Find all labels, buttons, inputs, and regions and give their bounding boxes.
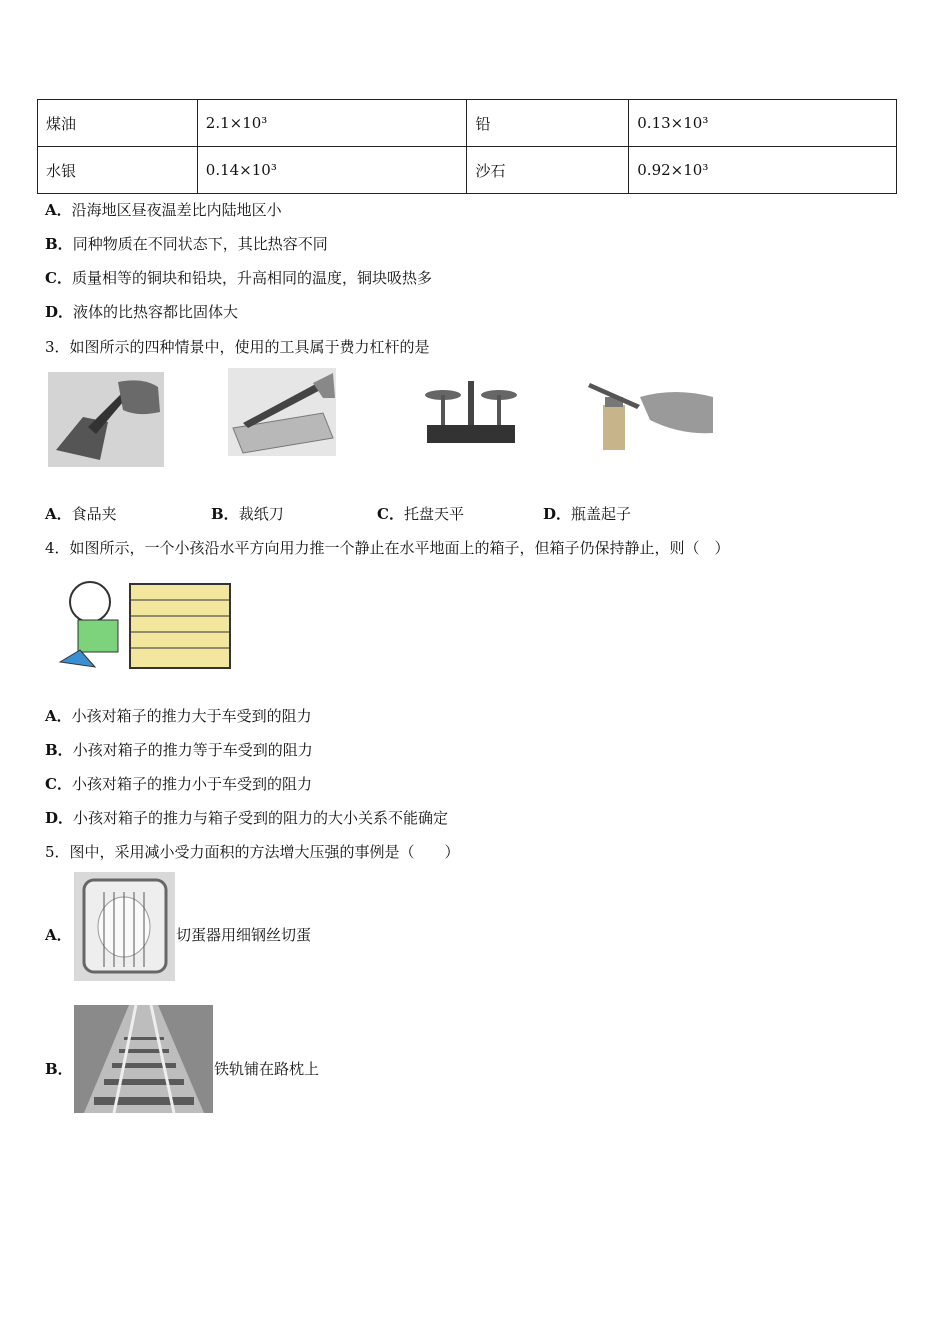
q5-stem: 5．图中，采用减小受力面积的方法增大压强的事例是（ ） — [45, 843, 460, 861]
table-row — [38, 100, 897, 147]
option-text: 小孩对箱子的推力等于车受到的阻力 — [72, 741, 313, 759]
child-pushing-box-image — [50, 572, 236, 672]
option-text: 小孩对箱子的推力大于车受到的阻力 — [71, 707, 312, 725]
table-cell: 煤油 — [38, 100, 198, 147]
q2-option-d — [45, 301, 238, 322]
option-text: 沿海地区昼夜温差比内陆地区小 — [71, 201, 282, 219]
paper-cutter-image — [228, 368, 336, 456]
option-key: B． — [45, 235, 73, 253]
option-text: 食品夹 — [71, 505, 117, 523]
q3-option-b — [211, 503, 284, 524]
q4-option-d — [45, 807, 448, 828]
q5-option-a-key — [45, 924, 72, 945]
option-text: 液体的比热容都比固体大 — [73, 303, 239, 321]
option-text: 同种物质在不同状态下，其比热容不同 — [72, 235, 328, 253]
table-cell: 2.1×10³ — [197, 100, 467, 147]
table-cell: 0.13×10³ — [629, 100, 897, 147]
option-text: 托盘天平 — [403, 505, 464, 523]
option-key: A． — [45, 707, 72, 725]
option-key: D． — [45, 303, 74, 321]
q5-option-a-text: 切蛋器用细钢丝切蛋 — [176, 926, 312, 944]
q4-stem: 4．如图所示，一个小孩沿水平方向用力推一个静止在水平地面上的箱子，但箱子仍保持静止，则（ ） — [45, 539, 730, 557]
q5-option-b-key — [45, 1058, 73, 1079]
option-key: B． — [211, 505, 239, 523]
option-key: C． — [45, 269, 72, 287]
table-cell: 沙石 — [467, 147, 629, 194]
table-cell: 0.92×10³ — [629, 147, 897, 194]
option-key: C． — [377, 505, 404, 523]
egg-slicer-image — [74, 872, 175, 981]
bottle-opener-image — [585, 375, 717, 450]
q4-option-b — [45, 739, 313, 760]
option-text: 小孩对箱子的推力小于车受到的阻力 — [71, 775, 312, 793]
option-key: A． — [45, 201, 72, 219]
option-text: 小孩对箱子的推力与箱子受到的阻力的大小关系不能确定 — [73, 809, 449, 827]
q2-option-a — [45, 199, 282, 220]
food-tongs-image — [48, 372, 164, 467]
option-key: D． — [45, 809, 74, 827]
option-key: D． — [543, 505, 572, 523]
option-text: 裁纸刀 — [238, 505, 284, 523]
option-key: C． — [45, 775, 72, 793]
q3-option-d — [543, 503, 631, 524]
option-key: A． — [45, 926, 72, 944]
q3-option-a — [45, 503, 117, 524]
q4-option-c — [45, 773, 312, 794]
table-row — [38, 147, 897, 194]
option-key: A． — [45, 505, 72, 523]
option-text: 瓶盖起子 — [571, 505, 632, 523]
specific-heat-table — [37, 99, 897, 194]
q2-option-c — [45, 267, 432, 288]
q2-option-b — [45, 233, 328, 254]
balance-scale-image — [415, 373, 527, 447]
table-cell: 0.14×10³ — [197, 147, 467, 194]
railway-track-image — [74, 1005, 213, 1113]
table-cell: 铅 — [467, 100, 629, 147]
q4-option-a — [45, 705, 312, 726]
option-key: B． — [45, 741, 73, 759]
option-text: 质量相等的铜块和铅块，升高相同的温度，铜块吸热多 — [71, 269, 432, 287]
q3-stem: 3．如图所示的四种情景中，使用的工具属于费力杠杆的是 — [45, 338, 430, 356]
table-cell: 水银 — [38, 147, 198, 194]
q5-option-b-text: 铁轨铺在路枕上 — [214, 1060, 320, 1078]
option-key: B． — [45, 1060, 73, 1078]
q3-option-c — [377, 503, 464, 524]
